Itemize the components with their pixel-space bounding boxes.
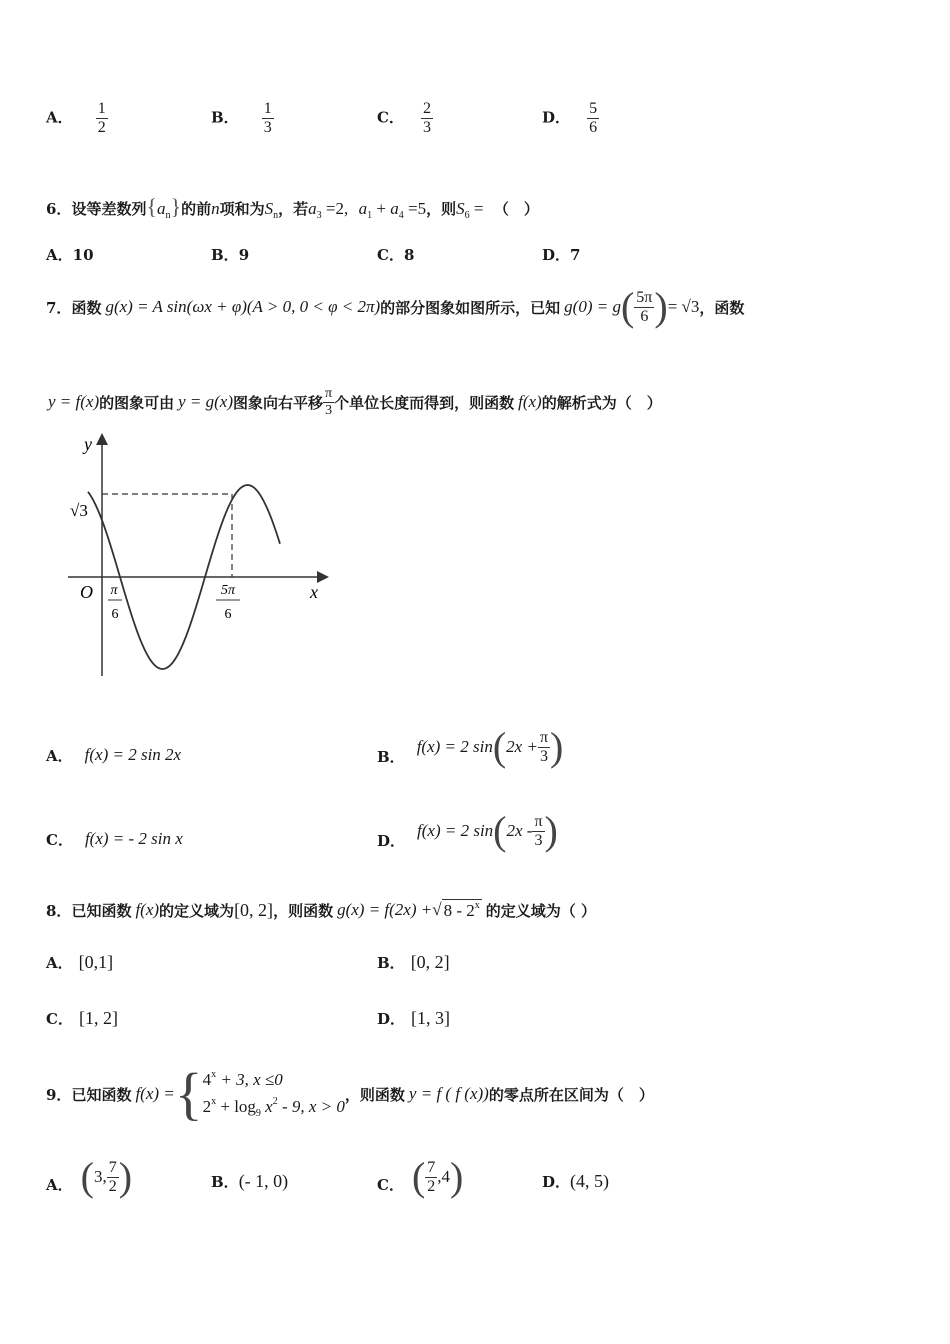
q6-option-a: A．10 — [46, 246, 94, 264]
origin-label: O — [80, 582, 93, 602]
option-label: D． — [542, 108, 571, 127]
question-9: 9． 已知函数 f(x) = { $4^x + 3$, x ≤0 $2^x + \log_9 x^2 - 9$, x > 0 ，则函数 y = f ( f (x)) 的零点所在区间为（ ） — [46, 1061, 654, 1126]
fraction: $\frac{7}{2}$ — [427, 1158, 436, 1195]
piecewise-brace: { — [174, 1061, 203, 1126]
fraction: $\frac{5}{6}$ — [589, 100, 598, 136]
question-number: 8． — [46, 901, 72, 920]
x-axis-label: x — [310, 582, 318, 602]
fraction: $\frac{2}{3}$ — [423, 100, 432, 136]
sqrt-radicand: 8 - 2$^x$ — [443, 900, 480, 920]
question-number: 6． — [46, 200, 72, 218]
piecewise-cases — [203, 1066, 345, 1122]
q8-option-c: C． [1, 2] — [46, 1008, 118, 1028]
tick1-den: 6 — [111, 607, 119, 622]
fraction: $\frac{\pi}{3}$ — [325, 386, 333, 418]
question-8: 8． 已知函数 f(x) 的定义域为 [0, 2] ，则函数 g(x) = f(2x) + √ 8 - 2$^x$ 的定义域为（ ） — [46, 899, 596, 920]
fraction: $\frac{1}{3}$ — [263, 100, 272, 136]
question-7-line-2: y = f(x) 的图象可由 y = g(x) 图象向右平移 $\frac{\pi}{3}$ 个单位长度而得到，则函数 f(x) 的解析式为（ ） — [48, 386, 662, 418]
q7-option-d: D． f(x) = 2 sin ( 2x - $\frac{\pi}{3}$ ) — [377, 808, 558, 853]
q8-option-b: B． [0, 2] — [377, 952, 450, 972]
case-1: $4^x + 3$, x ≤0 — [202, 1068, 283, 1089]
q8-option-a: A． [0,1] — [46, 952, 114, 972]
question-7-line-1: 7． 函数 g(x) = A sin(ωx + φ)(A > 0, 0 < φ < 2π) 的部分图象如图所示，已知 g(0) = g ( $\frac{5\pi}{6}$ ) = √3 ，函数 — [46, 284, 745, 329]
q5-option-a — [46, 100, 108, 136]
tick1-num: π — [110, 583, 118, 598]
tick2-num: 5π — [220, 583, 236, 598]
option-label: C． — [377, 108, 404, 127]
q5-option-c — [377, 100, 433, 136]
q7-option-c: C． f(x) = - 2 sin x — [46, 829, 183, 849]
question-number: 7． — [46, 298, 72, 317]
fraction: $\frac{7}{2}$ — [108, 1158, 117, 1195]
q8-option-d: D． [1, 3] — [377, 1008, 451, 1028]
q5-option-b — [211, 100, 274, 136]
fraction: $\frac{\pi}{3}$ — [539, 728, 549, 765]
fraction: $\frac{5\pi}{6}$ — [636, 288, 653, 325]
q9-option-c: C． ( $\frac{7}{2}$ ,4 ) — [377, 1154, 464, 1199]
q9-option-b: B． (- 1, 0) — [211, 1170, 289, 1191]
sqrt3-label: √3 — [70, 501, 88, 520]
sine-graph — [60, 428, 340, 684]
q9-option-a: A． ( 3, $\frac{7}{2}$ ) — [46, 1154, 133, 1199]
q6-option-c: C．8 — [377, 246, 415, 264]
option-label: A． — [46, 108, 73, 127]
q6-option-b: B．9 — [211, 246, 250, 264]
fraction: $\frac{1}{2}$ — [97, 100, 106, 136]
q7-option-b: B． f(x) = 2 sin ( 2x + $\frac{\pi}{3}$ ) — [377, 724, 564, 769]
q5-option-d — [542, 100, 599, 136]
fraction: $\frac{\pi}{3}$ — [534, 812, 543, 849]
case-2: $2^x + \log_9 x^2 - 9$, x > 0 — [202, 1096, 345, 1120]
question-number: 9． — [46, 1085, 72, 1104]
q7-option-a: A． f(x) = 2 sin 2x — [46, 745, 182, 765]
option-label: B． — [211, 108, 239, 127]
question-6: 6．设等差数列$\{a_n\}$的前n项和为$S_n$，若$a_3 =2$, $a_1 + a_4 =5$，则$S_6$ = （ ） — [46, 194, 539, 221]
q9-option-d: D． (4, 5) — [542, 1170, 610, 1191]
y-axis-label: y — [84, 434, 92, 454]
tick2-den: 6 — [224, 607, 232, 622]
q6-option-d: D．7 — [542, 246, 581, 264]
